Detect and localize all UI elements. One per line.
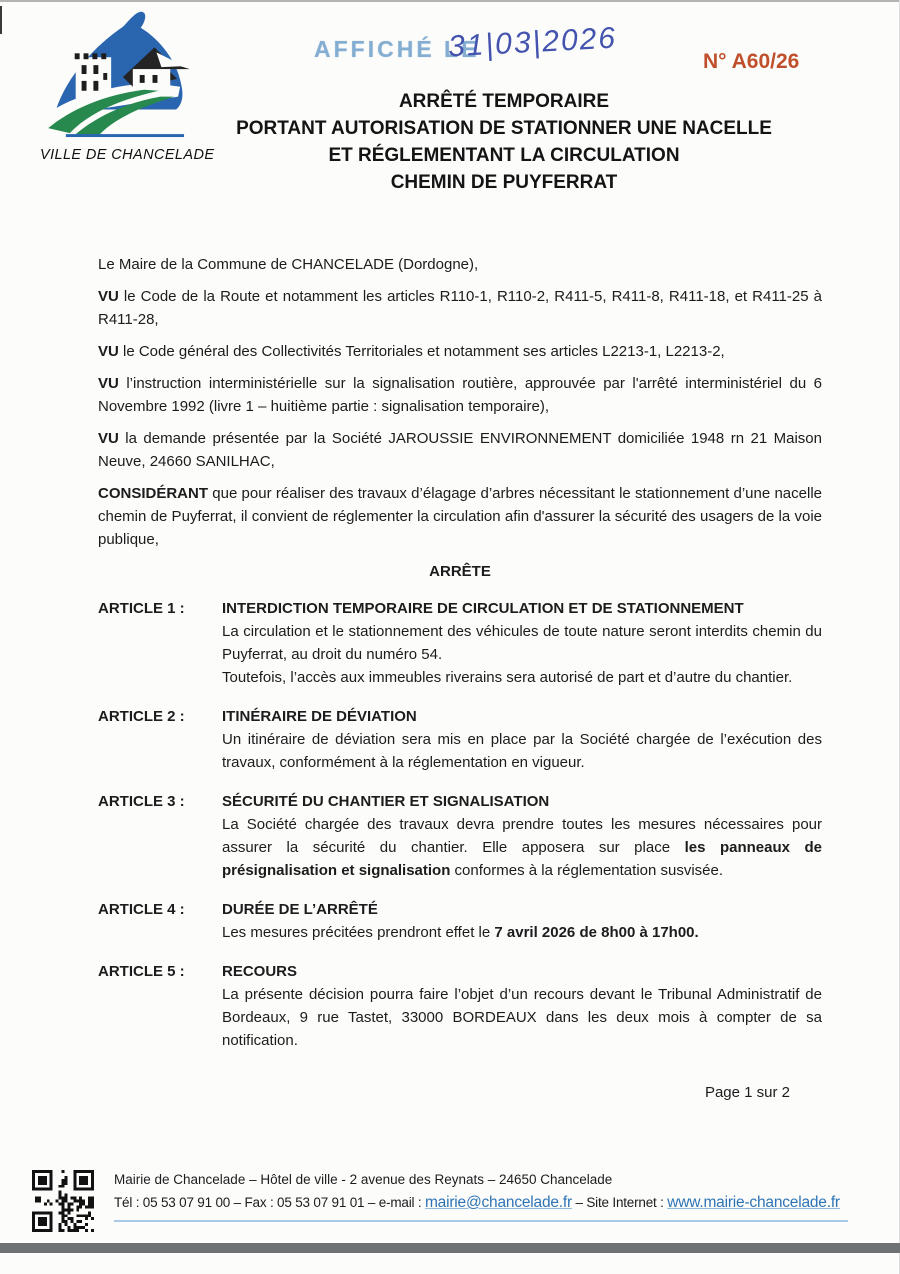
article-3-bold-text: les panneaux de présignalisation et signalisation	[222, 839, 822, 879]
scan-edge-top	[0, 0, 900, 2]
article-4-text: Les mesures précitées prendront effet le	[222, 924, 495, 941]
footer	[32, 1170, 848, 1232]
footer-text	[114, 1170, 848, 1222]
article-3-heading: SÉCURITÉ DU CHANTIER ET SIGNALISATION	[222, 793, 550, 810]
page-number: Page 1 sur 2	[704, 1084, 790, 1101]
article-2-heading: ITINÉRAIRE DE DÉVIATION	[222, 708, 417, 725]
recital-text: que pour réaliser des travaux d’élagage d’arbres nécessitant le stationnement d’une nacelle chemin de Puyferrat, il convient de réglementer la circulation afin d'assurer la sécurité des usagers de la voie publique,	[98, 485, 822, 548]
document-number: N° A60/26	[703, 50, 800, 73]
article-1-label: ARTICLE 1 :	[98, 600, 185, 617]
article-5-heading: RECOURS	[222, 963, 298, 980]
article-4-paragraph-1	[222, 921, 822, 944]
article-4-bold-text: 7 avril 2026 de 8h00 à 17h00.	[494, 924, 699, 941]
article-1-heading: INTERDICTION TEMPORAIRE DE CIRCULATION ET DE STATIONNEMENT	[222, 600, 744, 617]
qr-code-icon	[32, 1170, 94, 1232]
title-line-3: ET RÉGLEMENTANT LA CIRCULATION	[328, 145, 680, 166]
recital-vu-4	[98, 427, 822, 473]
recital-prefix: VU	[98, 288, 119, 305]
recital-text: le Code général des Collectivités Territoriales et notamment ses articles L2213-1, L2213-2,	[118, 343, 725, 360]
articles-section	[98, 597, 822, 1052]
city-logo	[40, 8, 215, 163]
recital-vu-3	[98, 372, 822, 418]
footer-phone-fax: Tél : 05 53 07 91 00 – Fax : 05 53 07 91 01 – e-mail :	[114, 1195, 425, 1210]
article-4-label: ARTICLE 4 :	[98, 901, 185, 918]
title-line-4: CHEMIN DE PUYFERRAT	[390, 172, 618, 193]
footer-separator: – Site Internet :	[571, 1195, 668, 1210]
decree-heading: ARRÊTE	[429, 563, 491, 580]
article-3-text: La Société chargée des travaux devra prendre toutes les mesures nécessaires pour assurer la sécurité du chantier. Elle apposera sur place	[222, 816, 822, 856]
title-line-1: ARRÊTÉ TEMPORAIRE	[398, 91, 610, 112]
recital-prefix: CONSIDÉRANT	[98, 485, 209, 502]
article-5-paragraph-1: La présente décision pourra faire l’objet d’un recours devant le Tribunal Administratif de Bordeaux, 9 rue Tastet, 33000 BORDEAUX dans les deux mois à compter de sa notification.	[222, 986, 822, 1049]
recital-prefix: VU	[98, 430, 119, 447]
article-2-paragraph-1: Un itinéraire de déviation sera mis en place par la Société chargée de l’exécution des travaux, conformément à la réglementation en vigueur.	[222, 731, 822, 771]
article-4	[98, 898, 822, 944]
article-3	[98, 790, 822, 882]
article-5-label: ARTICLE 5 :	[98, 963, 185, 980]
article-3-label: ARTICLE 3 :	[98, 793, 185, 810]
article-2-label: ARTICLE 2 :	[98, 708, 185, 725]
footer-address: Mairie de Chancelade – Hôtel de ville - 2 avenue des Reynats – 24650 Chancelade	[114, 1172, 613, 1187]
article-1	[98, 597, 822, 689]
article-4-heading: DURÉE DE L’ARRÊTÉ	[222, 901, 378, 918]
footer-contacts	[114, 1194, 848, 1212]
title-line-2: PORTANT AUTORISATION DE STATIONNER UNE NACELLE	[236, 118, 772, 139]
city-logo-icon	[42, 8, 200, 140]
recital-considerant	[98, 482, 822, 551]
recital-prefix: VU	[98, 343, 119, 360]
recital-text: le Code de la Route et notamment les articles R110-1, R110-2, R411-5, R411-8, R411-18, et R411-25 à R411-28,	[98, 288, 822, 328]
email-link[interactable]: mairie@chancelade.fr	[424, 1194, 572, 1211]
recital-vu-1	[98, 285, 822, 331]
document-body	[98, 253, 822, 1052]
scan-artifact-bar	[0, 1243, 900, 1253]
article-3-text: conformes à la réglementation susvisée.	[450, 862, 724, 879]
posted-stamp-label: AFFICHÉ LE	[314, 36, 480, 62]
article-1-paragraph-1: La circulation et le stationnement des véhicules de toute nature seront interdits chemin du Puyferrat, au droit du numéro 54.	[222, 623, 822, 663]
city-logo-caption: VILLE DE CHANCELADE	[40, 147, 215, 163]
article-2	[98, 705, 822, 774]
article-5	[98, 960, 822, 1052]
scan-edge-left	[0, 6, 2, 34]
article-3-paragraph-1	[222, 813, 822, 882]
recital-prefix: VU	[98, 375, 119, 392]
recital-vu-2	[98, 340, 822, 363]
article-1-paragraph-2: Toutefois, l’accès aux immeubles riverains sera autorisé de part et d’autre du chantier.	[222, 669, 793, 686]
recital-text: l’instruction interministérielle sur la signalisation routière, approuvée par l'arrêté interministériel du 6 Novembre 1992 (livre 1 – huitième partie : signalisation temporaire),	[98, 375, 822, 415]
website-link[interactable]: www.mairie-chancelade.fr	[667, 1194, 840, 1211]
document-title	[188, 88, 820, 196]
recital-text: la demande présentée par la Société JAROUSSIE ENVIRONNEMENT domiciliée 1948 rn 21 Maison Neuve, 24660 SANILHAC,	[98, 430, 822, 470]
intro-paragraph: Le Maire de la Commune de CHANCELADE (Dordogne),	[98, 256, 479, 273]
handwritten-date: 31|03|2026	[447, 21, 618, 64]
